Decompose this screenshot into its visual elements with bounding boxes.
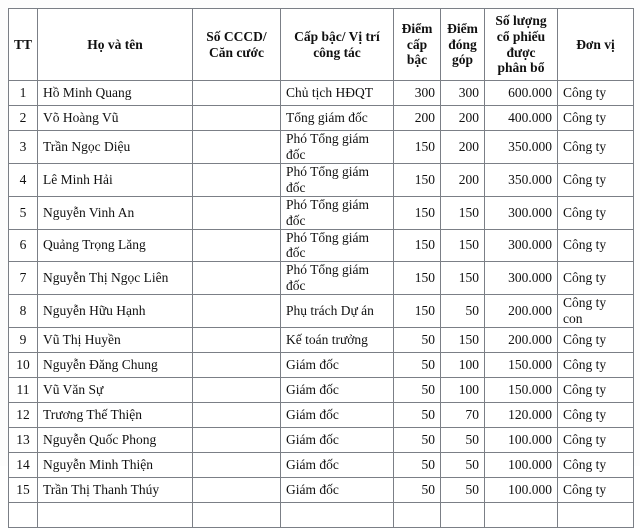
cell-rank-points: 150	[394, 163, 441, 196]
cell-cccd	[193, 163, 281, 196]
cell-tt: 2	[9, 106, 38, 131]
column-header-contribution-points-line-1: Điểm	[447, 20, 478, 36]
share-allocation-table	[8, 8, 634, 528]
column-header-unit	[558, 9, 634, 81]
cell-cccd	[193, 229, 281, 262]
cell-tt: 1	[9, 81, 38, 106]
cell-rank-points: 50	[394, 328, 441, 353]
cell-tt: 14	[9, 453, 38, 478]
column-header-shares	[485, 9, 558, 81]
table-row	[9, 262, 634, 295]
cell-tt: 12	[9, 403, 38, 428]
cell-position: Kế toán trưởng	[281, 328, 394, 353]
table-header	[9, 9, 634, 81]
column-header-tt-line-1: TT	[13, 36, 32, 52]
cell-name: Võ Hoàng Vũ	[38, 106, 193, 131]
column-header-name	[38, 9, 193, 81]
cell-position: Phó Tổng giám đốc	[281, 262, 394, 295]
cell-rank-points: 150	[394, 131, 441, 164]
cell-rank-points: 50	[394, 453, 441, 478]
cell-tt: 11	[9, 378, 38, 403]
column-header-shares-line-2: cổ phiếu	[496, 28, 546, 44]
cell-tt: 5	[9, 196, 38, 229]
cell-rank-points: 300	[394, 81, 441, 106]
cell-cccd	[193, 106, 281, 131]
cell-tt: 8	[9, 295, 38, 328]
cell-position: Phó Tổng giám đốc	[281, 131, 394, 164]
cell-contribution-points: 200	[441, 131, 485, 164]
cell-position: Chủ tịch HĐQT	[281, 81, 394, 106]
cell-name: Vũ Thị Huyền	[38, 328, 193, 353]
cell-position: Giám đốc	[281, 453, 394, 478]
cell-rank-points: 150	[394, 229, 441, 262]
cell-name: Nguyễn Minh Thiện	[38, 453, 193, 478]
table-row	[9, 478, 634, 503]
cell-contribution-points: 70	[441, 403, 485, 428]
column-header-shares-line-4: phân bổ	[497, 60, 545, 76]
cell-unit: Công ty	[558, 262, 634, 295]
cell-rank-points: 150	[394, 196, 441, 229]
table-row	[9, 81, 634, 106]
cell-unit: Công ty	[558, 353, 634, 378]
cell-rank-points-partial	[394, 503, 441, 528]
cell-cccd	[193, 131, 281, 164]
cell-cccd	[193, 478, 281, 503]
cell-shares: 400.000	[485, 106, 558, 131]
cell-unit: Công ty	[558, 131, 634, 164]
cell-name: Nguyễn Vinh An	[38, 196, 193, 229]
column-header-tt	[9, 9, 38, 81]
table-body	[9, 81, 634, 528]
cell-contribution-points: 100	[441, 378, 485, 403]
cell-position: Phụ trách Dự án	[281, 295, 394, 328]
column-header-rank-points-line-2: cấp	[406, 36, 428, 52]
column-header-cccd-line-2: Căn cước	[209, 44, 264, 60]
cell-unit: Công ty	[558, 106, 634, 131]
cell-position: Phó Tổng giám đốc	[281, 196, 394, 229]
cell-unit-partial	[558, 503, 634, 528]
cell-position: Tổng giám đốc	[281, 106, 394, 131]
cell-position: Phó Tổng giám đốc	[281, 163, 394, 196]
cell-rank-points: 150	[394, 262, 441, 295]
cell-shares: 150.000	[485, 353, 558, 378]
cell-cccd	[193, 196, 281, 229]
table-row	[9, 453, 634, 478]
cell-cccd	[193, 453, 281, 478]
cell-position: Giám đốc	[281, 428, 394, 453]
cell-tt: 7	[9, 262, 38, 295]
cell-shares: 100.000	[485, 428, 558, 453]
cell-name: Hồ Minh Quang	[38, 81, 193, 106]
cell-cccd	[193, 328, 281, 353]
cell-tt: 13	[9, 428, 38, 453]
cell-shares: 150.000	[485, 378, 558, 403]
cell-cccd	[193, 428, 281, 453]
cell-cccd	[193, 378, 281, 403]
cell-contribution-points: 150	[441, 229, 485, 262]
cell-contribution-points: 150	[441, 196, 485, 229]
cell-position: Giám đốc	[281, 353, 394, 378]
cell-rank-points: 50	[394, 403, 441, 428]
cell-shares-partial	[485, 503, 558, 528]
cell-cccd	[193, 262, 281, 295]
column-header-contribution-points	[441, 9, 485, 81]
cell-tt: 6	[9, 229, 38, 262]
column-header-cccd	[193, 9, 281, 81]
column-header-position	[281, 9, 394, 81]
cell-cccd-partial	[193, 503, 281, 528]
table-row	[9, 229, 634, 262]
cell-shares: 600.000	[485, 81, 558, 106]
cell-tt-partial	[9, 503, 38, 528]
column-header-cccd-line-1: Số CCCD/	[206, 28, 267, 44]
column-header-shares-line-3: được	[506, 44, 536, 60]
table-row	[9, 353, 634, 378]
table-container	[8, 8, 633, 528]
cell-contribution-points: 50	[441, 478, 485, 503]
cell-unit: Công ty con	[558, 295, 634, 328]
cell-name: Vũ Văn Sự	[38, 378, 193, 403]
cell-shares: 200.000	[485, 328, 558, 353]
cell-position: Giám đốc	[281, 403, 394, 428]
cell-unit: Công ty	[558, 163, 634, 196]
cell-unit: Công ty	[558, 328, 634, 353]
cell-shares: 350.000	[485, 131, 558, 164]
cell-position: Giám đốc	[281, 478, 394, 503]
cell-name: Nguyễn Đăng Chung	[38, 353, 193, 378]
cell-cccd	[193, 81, 281, 106]
cell-contribution-points: 50	[441, 453, 485, 478]
table-row	[9, 403, 634, 428]
table-row	[9, 378, 634, 403]
cell-contribution-points: 50	[441, 428, 485, 453]
cell-unit: Công ty	[558, 196, 634, 229]
cell-name: Trần Ngọc Diệu	[38, 131, 193, 164]
cell-shares: 120.000	[485, 403, 558, 428]
cell-unit: Công ty	[558, 403, 634, 428]
column-header-position-line-2: công tác	[313, 44, 361, 60]
column-header-contribution-points-line-2: đóng	[448, 36, 477, 52]
cell-contribution-points: 50	[441, 295, 485, 328]
cell-shares: 300.000	[485, 229, 558, 262]
cell-cccd	[193, 353, 281, 378]
column-header-shares-line-1: Số lượng	[495, 12, 547, 28]
table-row	[9, 328, 634, 353]
cell-rank-points: 150	[394, 295, 441, 328]
cell-name: Nguyễn Thị Ngọc Liên	[38, 262, 193, 295]
table-row	[9, 106, 634, 131]
cell-contribution-points: 150	[441, 328, 485, 353]
cell-position: Phó Tổng giám đốc	[281, 229, 394, 262]
cell-shares: 300.000	[485, 262, 558, 295]
cell-tt: 3	[9, 131, 38, 164]
cell-rank-points: 200	[394, 106, 441, 131]
cell-name: Nguyễn Hữu Hạnh	[38, 295, 193, 328]
cell-unit: Công ty	[558, 428, 634, 453]
cell-tt: 10	[9, 353, 38, 378]
cell-cccd	[193, 295, 281, 328]
cell-contribution-points: 200	[441, 163, 485, 196]
table-header-row	[9, 9, 634, 81]
cell-name: Trần Thị Thanh Thúy	[38, 478, 193, 503]
cell-rank-points: 50	[394, 428, 441, 453]
cell-position: Giám đốc	[281, 378, 394, 403]
table-row	[9, 131, 634, 164]
cell-contribution-points-partial	[441, 503, 485, 528]
cell-name: Lê Minh Hải	[38, 163, 193, 196]
cell-shares: 100.000	[485, 478, 558, 503]
cell-unit: Công ty	[558, 378, 634, 403]
column-header-unit-line-1: Đơn vị	[576, 36, 615, 52]
column-header-rank-points	[394, 9, 441, 81]
column-header-position-line-1: Cấp bậc/ Vị trí	[294, 28, 380, 44]
cell-shares: 200.000	[485, 295, 558, 328]
cell-unit: Công ty	[558, 478, 634, 503]
table-row	[9, 163, 634, 196]
cell-rank-points: 50	[394, 478, 441, 503]
cell-name-partial	[38, 503, 193, 528]
column-header-rank-points-line-1: Điểm	[401, 20, 433, 36]
cell-contribution-points: 200	[441, 106, 485, 131]
cell-unit: Công ty	[558, 229, 634, 262]
column-header-name-line-1: Họ và tên	[87, 36, 143, 52]
cell-contribution-points: 100	[441, 353, 485, 378]
table-row	[9, 295, 634, 328]
table-row	[9, 196, 634, 229]
cell-tt: 4	[9, 163, 38, 196]
cell-contribution-points: 300	[441, 81, 485, 106]
cell-shares: 300.000	[485, 196, 558, 229]
cell-position-partial	[281, 503, 394, 528]
cell-tt: 9	[9, 328, 38, 353]
cell-rank-points: 50	[394, 353, 441, 378]
cell-rank-points: 50	[394, 378, 441, 403]
cell-unit: Công ty	[558, 81, 634, 106]
column-header-rank-points-line-3: bậc	[406, 52, 428, 68]
table-row-partial	[9, 503, 634, 528]
cell-contribution-points: 150	[441, 262, 485, 295]
table-row	[9, 428, 634, 453]
cell-unit: Công ty	[558, 453, 634, 478]
cell-name: Quảng Trọng Lăng	[38, 229, 193, 262]
cell-shares: 100.000	[485, 453, 558, 478]
cell-name: Trương Thế Thiện	[38, 403, 193, 428]
cell-shares: 350.000	[485, 163, 558, 196]
cell-name: Nguyễn Quốc Phong	[38, 428, 193, 453]
column-header-contribution-points-line-3: góp	[451, 52, 473, 68]
cell-cccd	[193, 403, 281, 428]
cell-tt: 15	[9, 478, 38, 503]
